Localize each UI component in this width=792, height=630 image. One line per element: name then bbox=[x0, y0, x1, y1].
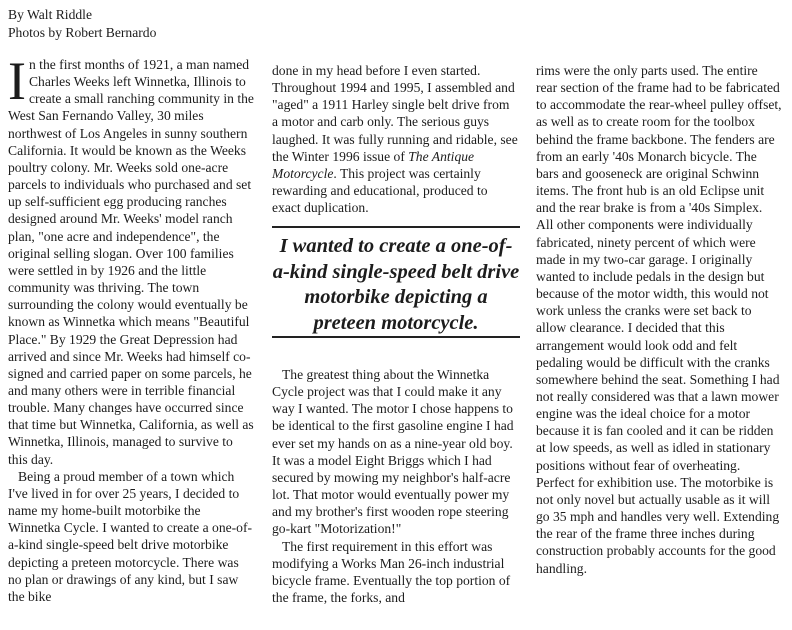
paragraph: rims were the only parts used. The entire rear section of the frame had to be fabricated to accommodate the rear-wheel pulley offset, as well as to create room for the toolbox behind the frame backbone. The fenders are from an early '40s Monarch bicycle. The bars and gooseneck are original Schwinn items. The front hub is an old Eclipse unit and the rear brake is from a '40s Simplex. All other components were individually fabricated, ninety percent of which were made in my two-car garage. I originally wanted to include pedals in the design but because of the motor width, this would not work unless the cranks were set back to allow clearance. I decided that this arrangement would look odd and felt pedaling would be difficult with the cranks somewhere behind the seat. Something I had not really considered was that a lawn mower engine was the ideal choice for a motor because it is fan cooled and it can be ridden at low speeds, as well as idled in stationary positions without fear of overheating. Perfect for exhibition use. The motorbike is not only novel but actually usable as it will go 35 mph and handles very well. Extending the rear of the frame three inches during construction probably accounts for the good handling. bbox=[536, 63, 782, 576]
article-column-2 bbox=[272, 62, 518, 216]
article-column-3 bbox=[536, 62, 782, 577]
drop-cap: I bbox=[8, 51, 26, 111]
pull-quote: I wanted to create a one-of-a-kind single-speed belt drive motorbike depicting a preteen motorcycle. bbox=[272, 226, 520, 338]
paragraph: The first requirement in this effort was modifying a Works Man 26-inch industrial bicycle frame. Eventually the top portion of the frame, the forks, and bbox=[272, 538, 511, 606]
paragraph: The greatest thing about the Winnetka Cycle project was that I could make it any way I wanted. The motor I chose happens to be identical to the first gasoline engine I had ever set my hands on as a nine-year old boy. It was a model Eight Briggs which I had secured by mowing my neighbor's half-acre lot. That motor would eventually power my and my brother's first wooden rope steering go-kart "Motorization!" bbox=[272, 367, 514, 537]
intro-text: n the first months of 1921, a man named Charles Weeks left Winnetka, Illinois to create a small ranching community in the West San Fernando Valley, 30 miles northwest of Los Angeles in sunny southern California. It would be known as the Weeks poultry colony. Mr. Weeks sold one-acre parcels to individuals who purchased and set up self-sufficient egg producing ranches designed around Mr. Weeks' model ranch plan, "one acre and independence", the original selling slogan. Over 100 families were settled in by 1926 and the little community was thriving. The town surrounding the colony would eventually be known as Winnetka which means "Beautiful Place." By 1929 the Great Depression had arrived and since Mr. Weeks had himself co-signed and carried paper on some parcels, he and many others were in terrible financial trouble. Many changes have occurred since that time but Winnetka, California, as well as Winnetka, Illinois, managed to survive to this day. bbox=[8, 57, 254, 467]
author-credit: By Walt Riddle bbox=[8, 7, 92, 22]
article-column-1 bbox=[8, 51, 254, 605]
paragraph: done in my head before I even started. Throughout 1994 and 1995, I assembled and "aged" a 1911 Harley single belt drive from a motor and carb only. The serious guys laughed. It was fully running and ridable, see the Winter 1996 issue of The Antique Motorcycle. This project was certainly rewarding and educational, produced to exact duplication. bbox=[272, 63, 518, 216]
magazine-title: The Antique Motorcycle bbox=[272, 148, 475, 181]
intro-paragraph bbox=[8, 51, 254, 468]
article-column-2-lower bbox=[272, 366, 518, 606]
byline bbox=[8, 6, 156, 42]
paragraph: Being a proud member of a town which I've lived in for over 25 years, I decided to name my home-built motorbike the Winnetka Cycle. I wanted to create a one-of-a-kind single-speed belt drive motorbike depicting a preteen motorcycle. There was no plan or drawings of any kind, but I saw the bike bbox=[8, 468, 253, 604]
photo-credit: Photos by Robert Bernardo bbox=[8, 25, 157, 40]
